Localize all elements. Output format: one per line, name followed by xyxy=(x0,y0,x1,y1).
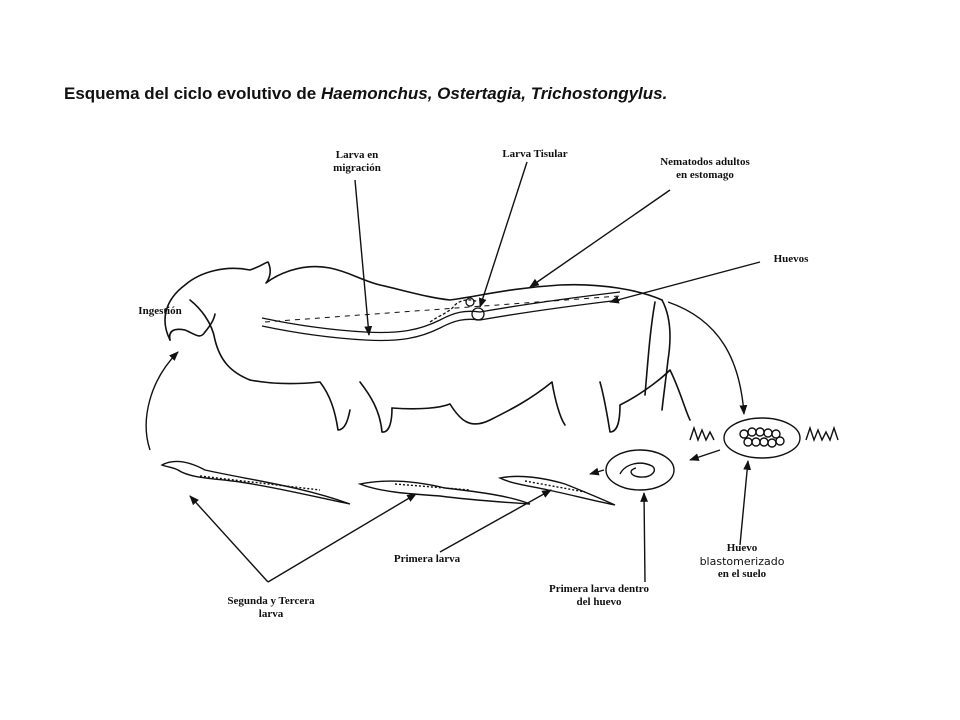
label-ingestion xyxy=(120,305,200,318)
title-genera: Haemonchus, Ostertagia, Trichostongylus. xyxy=(320,84,668,103)
label-ingestion-text: Ingestión xyxy=(138,305,182,317)
label-primera-larva-text: Primera larva xyxy=(393,553,461,565)
label-huevo-line1: Huevo xyxy=(726,542,758,554)
label-nematodos-line1: Nematodos adultos xyxy=(660,156,750,168)
label-huevo-blastomerizado xyxy=(682,542,802,581)
label-larva-en-migracion-line1: Larva en xyxy=(335,149,379,161)
label-huevos xyxy=(756,253,826,266)
label-larva-en-migracion xyxy=(322,149,392,175)
label-huevo-line3: en el suelo xyxy=(717,568,767,580)
free-living-larvae xyxy=(162,461,615,505)
label-nematodos-adultos xyxy=(630,156,780,182)
cow-outline xyxy=(165,262,690,432)
label-larva-tisular xyxy=(480,148,590,161)
title-prefix: Esquema del ciclo evolutivo de xyxy=(64,84,321,103)
label-primera-larva xyxy=(372,553,482,566)
label-larva-tisular-text: Larva Tisular xyxy=(502,148,568,160)
label-huevo-line2: blastomerizado xyxy=(699,555,785,568)
label-huevos-text: Huevos xyxy=(773,253,809,265)
label-larva-en-migracion-line2: migración xyxy=(333,162,381,174)
label-segunda-y-tercera-larva xyxy=(206,595,336,621)
egg-with-first-larva xyxy=(606,450,674,490)
label-segunda-tercera-line2: larva xyxy=(258,608,284,620)
label-segunda-tercera-line1: Segunda y Tercera xyxy=(227,595,315,607)
label-nematodos-line2: en estomago xyxy=(676,169,734,181)
label-primera-larva-dentro-del-huevo xyxy=(524,583,674,609)
label-primera-larva-huevo-line2: del huevo xyxy=(576,596,622,608)
label-primera-larva-huevo-line1: Primera larva dentro xyxy=(549,583,649,595)
